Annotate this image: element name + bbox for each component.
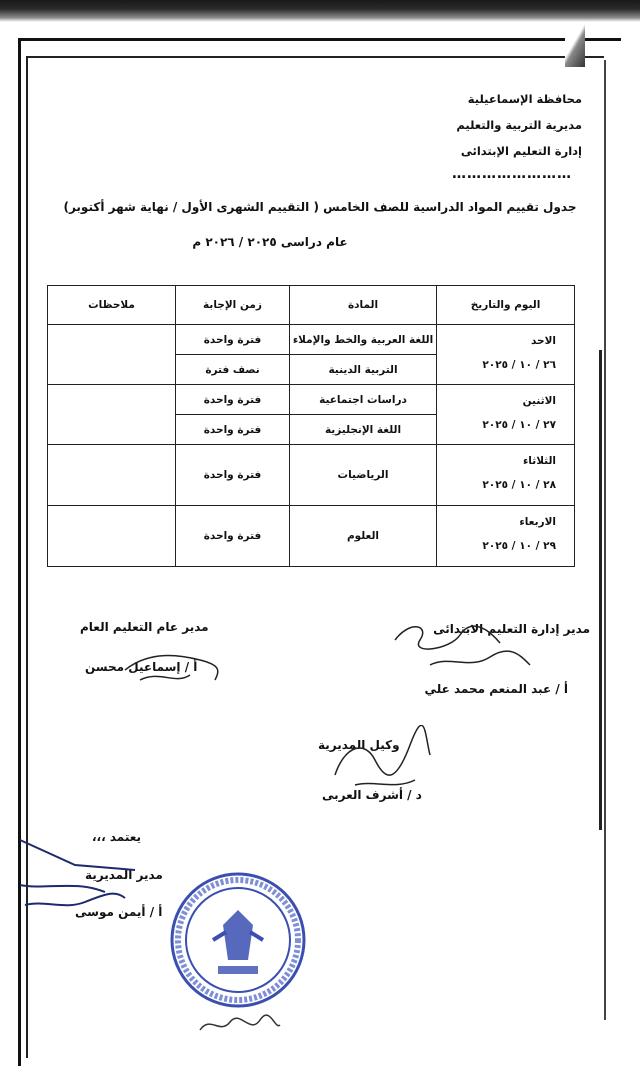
approval-label: يعتمد ،،، (92, 830, 142, 844)
general-director-name: أ / إسماعيل محسن (85, 660, 198, 674)
day-name: الاربعاء (519, 516, 556, 528)
table-row (48, 506, 575, 567)
official-seal-stamp (168, 870, 308, 1010)
day-cell (437, 385, 575, 445)
subject-cell: اللغة العربية والخط والإملاء (290, 325, 437, 355)
deputy-title: وكيل المديرية (318, 738, 400, 752)
top-edge (0, 0, 640, 22)
primary-director-title: مدير إدارة التعليم الابتدائى (433, 622, 590, 636)
schedule-table (47, 285, 575, 567)
day-name: الاثنين (522, 395, 556, 407)
notes-cell (48, 506, 176, 567)
document-title: جدول تقييم المواد الدراسية للصف الخامس ( التقييم الشهرى الأول / نهاية شهر أكتوبر) (63, 200, 577, 214)
directorate-director-title: مدير المديرية (85, 868, 163, 882)
day-date: ٢٩ / ١٠ / ٢٠٢٥ (482, 540, 556, 552)
separator-dots: …………………… (452, 166, 572, 182)
header-duration: زمن الإجابة (176, 286, 290, 325)
day-name: الثلاثاء (522, 455, 556, 467)
general-signature (120, 640, 230, 690)
day-date: ٢٦ / ١٠ / ٢٠٢٥ (482, 359, 556, 371)
duration-cell: فترة واحدة (176, 385, 290, 415)
subject-cell: دراسات اجتماعية (290, 385, 437, 415)
subject-cell: العلوم (290, 506, 437, 567)
notes-cell (48, 445, 176, 506)
duration-cell: فترة واحدة (176, 445, 290, 506)
department-label: إدارة التعليم الإبتدائى (460, 144, 582, 158)
day-date: ٢٨ / ١٠ / ٢٠٢٥ (482, 479, 556, 491)
duration-cell: فترة واحدة (176, 415, 290, 445)
day-date: ٢٧ / ١٠ / ٢٠٢٥ (482, 419, 556, 431)
paper-fold (565, 22, 585, 67)
general-director-title: مدير عام التعليم العام (80, 620, 209, 634)
notes-cell (48, 385, 176, 445)
deputy-signature (325, 725, 435, 795)
primary-signature (390, 615, 540, 685)
primary-director-name: أ / عبد المنعم محمد علي (424, 682, 568, 696)
table-header-row (48, 286, 575, 325)
header-day: اليوم والتاريخ (437, 286, 575, 325)
duration-cell: فترة واحدة (176, 506, 290, 567)
duration-cell: نصف فترة (176, 355, 290, 385)
directorate-director-name: أ / أيمن موسى (75, 905, 163, 919)
director-signature (15, 830, 155, 920)
day-cell (437, 506, 575, 567)
header-notes: ملاحظات (48, 286, 176, 325)
duration-cell: فترة واحدة (176, 325, 290, 355)
table-row (48, 325, 575, 355)
deputy-name: د / أشرف العربى (322, 788, 422, 802)
subject-cell: التربية الدينية (290, 355, 437, 385)
academic-year: عام دراسى ٢٠٢٥ / ٢٠٢٦ م (192, 235, 348, 249)
right-border (599, 350, 602, 830)
subject-cell: اللغة الإنجليزية (290, 415, 437, 445)
subject-cell: الرياضيات (290, 445, 437, 506)
table-row (48, 445, 575, 506)
directorate-label: مديرية التربية والتعليم (456, 118, 582, 132)
governorate-label: محافظة الإسماعيلية (467, 92, 582, 106)
day-cell (437, 445, 575, 506)
header-subject: المادة (290, 286, 437, 325)
table-row (48, 385, 575, 415)
notes-cell (48, 325, 176, 385)
day-name: الاحد (530, 335, 556, 347)
day-cell (437, 325, 575, 385)
right-edge (604, 60, 606, 1020)
stamp-scribble (195, 1010, 285, 1040)
